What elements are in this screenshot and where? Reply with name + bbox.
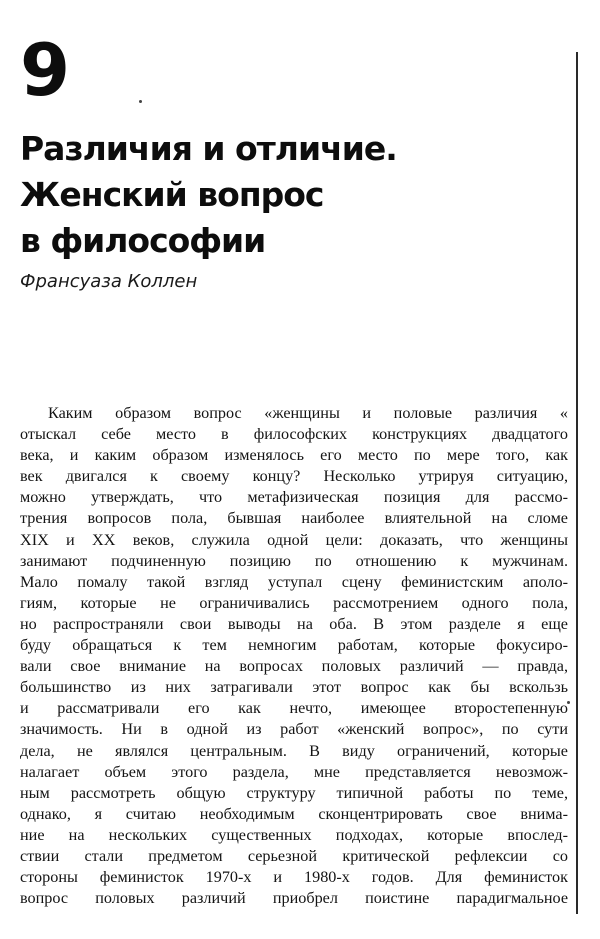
text-line: ствии стали предметом серьезной критической рефлексии со	[20, 846, 568, 865]
text-line: дела, не являлся центральным. В виду ограничений, которые	[20, 741, 568, 760]
text-line: Мало помалу такой взгляд уступал сцену феминистским аполо-	[20, 572, 568, 591]
text-line: вали свое внимание на вопросах половых различий — правда,	[20, 657, 568, 676]
text-line: ние на нескольких существенных подходах, которые впослед-	[20, 825, 568, 844]
text-line: стороны феминисток 1970-х и 1980-х годов. Для феминисток	[20, 868, 568, 887]
text-line: гиям, которые не ограничивались рассмотрением одного пола,	[20, 593, 568, 612]
body-paragraph	[20, 403, 568, 909]
text-line: отыскал себе место в философских конструкциях двадцатого	[20, 425, 568, 444]
text-line: ным рассмотреть общую структуру типичной работы по теме,	[20, 783, 568, 802]
text-line: Каким образом вопрос «женщины и половые различия «	[48, 404, 568, 422]
text-line: можно утверждать, что метафизическая позиция для рассмо-	[20, 488, 568, 507]
chapter-author: Франсуаза Коллен	[20, 271, 198, 292]
chapter-title-line: Различия и отличие.	[20, 129, 397, 168]
text-line: большинство из них затрагивали этот вопрос как бы вскользь	[20, 678, 568, 697]
margin-rule	[576, 52, 578, 914]
text-line: значимость. Ни в одной из работ «женский вопрос», по сути	[20, 720, 568, 739]
chapter-title	[20, 126, 560, 264]
text-line: трения вопросов пола, бывшая наиболее влиятельной на сломе	[20, 509, 568, 528]
text-line: век двигался к своему концу? Несколько утрируя ситуацию,	[20, 467, 568, 486]
scan-speck	[139, 100, 142, 103]
chapter-title-line: в философии	[20, 221, 266, 260]
text-line: XIX и XX веков, служила одной цели: доказать, что женщины	[20, 530, 568, 549]
chapter-number: 9	[20, 28, 69, 112]
text-line: но распространяли свои выводы на оба. В этом разделе я еще	[20, 614, 568, 633]
text-line: занимают подчиненную позицию по отношению к мужчинам.	[20, 551, 568, 570]
text-line: и рассматривали его как нечто, имеющее второстепенную	[20, 699, 568, 718]
chapter-title-line: Женский вопрос	[20, 175, 324, 214]
text-line: однако, я считаю необходимым сконцентрировать свое внима-	[20, 804, 568, 823]
text-line: века, и каким образом изменялось его место по мере того, как	[20, 446, 568, 465]
text-line: налагает объем этого раздела, мне представляется невозмож-	[20, 762, 568, 781]
text-line: буду обращаться к тем немногим работам, которые фокусиро-	[20, 636, 568, 655]
text-line: вопрос половых различий приобрел поистине парадигмальное	[20, 889, 568, 908]
